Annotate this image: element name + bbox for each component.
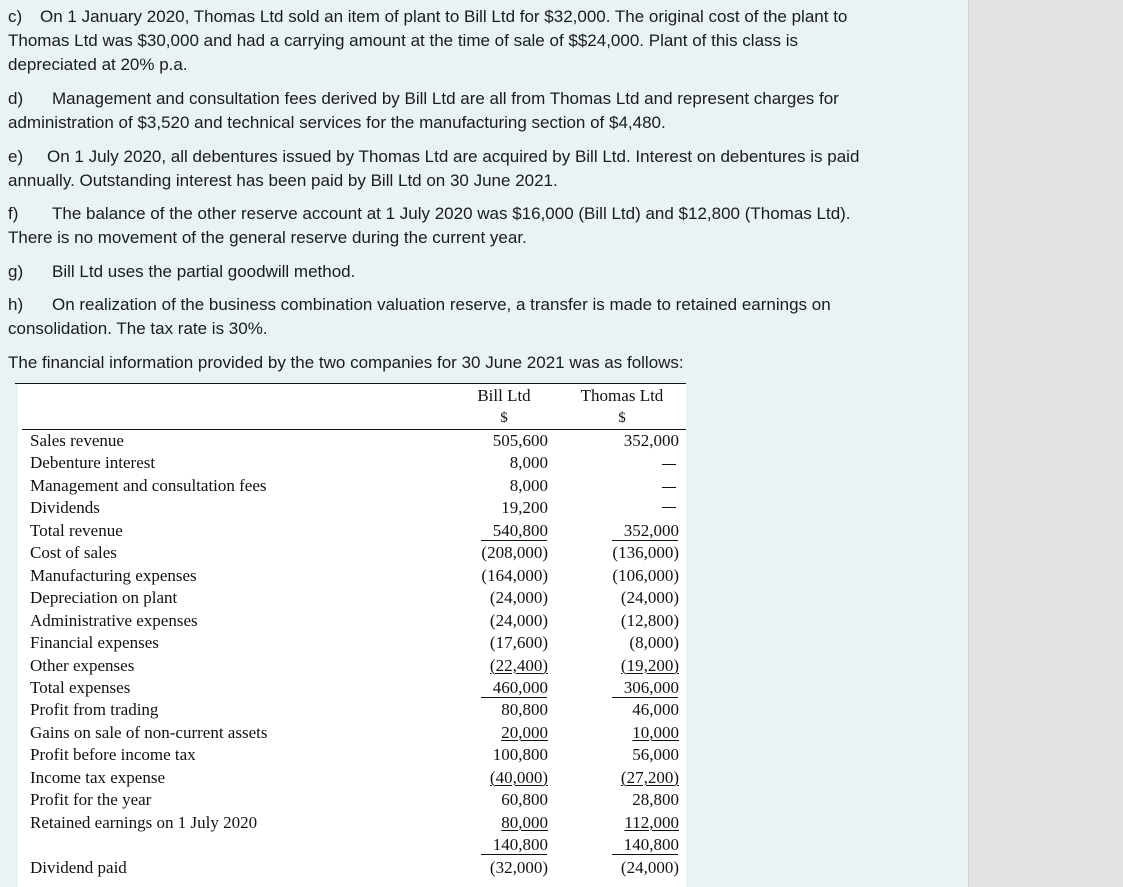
cell-thomas: (106,000) xyxy=(612,565,679,585)
row-label: Profit for the year xyxy=(30,790,152,810)
cell-thomas: 140,800 xyxy=(623,835,679,855)
cell-thomas: 10,000 xyxy=(632,722,679,742)
cell-thomas: 112,000 xyxy=(624,812,679,832)
total-rule xyxy=(612,697,678,698)
cell-bill: 100,800 xyxy=(492,745,548,765)
cell-thomas: (12,800) xyxy=(620,610,679,630)
cell-bill: 8,000 xyxy=(509,475,548,495)
cell-thomas xyxy=(660,475,678,497)
note-text: Bill Ltd uses the partial goodwill method. xyxy=(52,262,356,281)
note-label: e) xyxy=(8,147,24,166)
row-label: Dividend paid xyxy=(30,857,127,877)
row-label: Cost of sales xyxy=(30,543,117,563)
cell-bill: 80,800 xyxy=(501,700,548,720)
cell-thomas: 352,000 xyxy=(623,431,679,450)
cell-bill: 60,800 xyxy=(501,790,548,810)
row-label: Profit from trading xyxy=(30,700,159,720)
cell-bill: 19,200 xyxy=(501,498,548,518)
cell-bill: (208,000) xyxy=(481,543,548,563)
cell-bill: 460,000 xyxy=(492,677,548,697)
cell-thomas: 306,000 xyxy=(623,677,679,697)
cell-bill: (22,400) xyxy=(489,655,548,675)
note-e-line2: annually. Outstanding interest has been paid by Bill Ltd on 30 June 2021. xyxy=(8,171,558,190)
cell-thomas: (24,000) xyxy=(620,588,679,608)
cell-bill: (24,000) xyxy=(489,588,548,608)
table-intro: The financial information provided by the two companies for 30 June 2021 was as follows: xyxy=(8,353,684,372)
note-h xyxy=(8,293,958,317)
cell-thomas: (136,000) xyxy=(612,543,679,563)
cell-bill: 8,000 xyxy=(509,453,548,473)
note-f xyxy=(8,202,958,226)
cell-thomas: (19,200) xyxy=(620,655,679,675)
total-rule xyxy=(481,697,547,698)
note-text: On 1 January 2020, Thomas Ltd sold an item of plant to Bill Ltd for $32,000. The original cost of the plant to xyxy=(40,7,848,26)
cell-bill: 140,800 xyxy=(492,835,548,855)
col-header-thomas: Thomas Ltd xyxy=(580,386,664,405)
cell-thomas: 46,000 xyxy=(632,700,679,720)
note-text: On realization of the business combination valuation reserve, a transfer is made to retained earnings on xyxy=(52,295,831,314)
cell-bill: 20,000 xyxy=(501,722,548,742)
cell-bill: 540,800 xyxy=(492,520,548,540)
cell-thomas: 28,800 xyxy=(632,790,679,810)
row-label: Manufacturing expenses xyxy=(30,565,197,585)
total-rule xyxy=(481,854,547,855)
total-rule xyxy=(612,854,678,855)
row-label: Other expenses xyxy=(30,655,135,675)
cell-thomas xyxy=(660,497,678,519)
note-g xyxy=(8,260,958,284)
note-d-line2: administration of $3,520 and technical services for the manufacturing section of $4,480. xyxy=(8,113,666,132)
note-c-line3: depreciated at 20% p.a. xyxy=(8,55,188,74)
cell-thomas: (27,200) xyxy=(620,767,679,787)
cell-bill: (17,600) xyxy=(489,633,548,653)
cell-thomas xyxy=(660,452,678,474)
row-label: Depreciation on plant xyxy=(30,588,178,608)
note-text: Management and consultation fees derived by Bill Ltd are all from Thomas Ltd and represent charges for xyxy=(52,89,839,108)
row-label: Sales revenue xyxy=(30,431,124,450)
note-label: c) xyxy=(8,7,23,26)
col-currency-bill: $ xyxy=(500,410,508,426)
col-currency-thomas: $ xyxy=(618,410,626,426)
note-label: f) xyxy=(8,204,19,223)
row-label: Profit before income tax xyxy=(30,745,196,765)
note-h-line2: consolidation. The tax rate is 30%. xyxy=(8,319,268,338)
row-label: Total revenue xyxy=(30,520,123,540)
row-label: Gains on sale of non-current assets xyxy=(30,722,268,742)
row-label: Dividends xyxy=(30,498,100,518)
row-label: Retained earnings on 1 July 2020 xyxy=(30,812,258,832)
cell-bill: (32,000) xyxy=(489,857,548,877)
cell-thomas: (24,000) xyxy=(620,857,679,877)
note-label: g) xyxy=(8,262,24,281)
note-label: h) xyxy=(8,295,24,314)
cell-thomas: (8,000) xyxy=(629,633,679,653)
note-f-line2: There is no movement of the general reserve during the current year. xyxy=(8,228,527,247)
note-e xyxy=(8,145,958,169)
note-c xyxy=(8,5,958,29)
note-d xyxy=(8,87,958,111)
note-label: d) xyxy=(8,89,24,108)
row-label: Financial expenses xyxy=(30,633,159,653)
row-label: Debenture interest xyxy=(30,453,156,473)
note-text: On 1 July 2020, all debentures issued by Thomas Ltd are acquired by Bill Ltd. Interest on debentures is paid xyxy=(47,147,860,166)
financial-table xyxy=(18,383,686,887)
cell-bill: (164,000) xyxy=(481,565,548,585)
note-text: The balance of the other reserve account at 1 July 2020 was $16,000 (Bill Ltd) and $12,800 (Thomas Ltd). xyxy=(52,204,851,223)
cell-bill: (40,000) xyxy=(489,767,548,787)
row-label: Management and consultation fees xyxy=(30,475,267,495)
cell-bill: 80,000 xyxy=(501,812,548,832)
cell-thomas: 56,000 xyxy=(632,745,679,765)
row-label: Total expenses xyxy=(30,677,131,697)
col-header-bill: Bill Ltd xyxy=(477,386,531,405)
cell-thomas: 352,000 xyxy=(623,520,679,540)
cell-bill: 505,600 xyxy=(492,431,548,450)
row-label: Administrative expenses xyxy=(30,610,198,630)
total-rule xyxy=(612,540,678,541)
cell-bill: (24,000) xyxy=(489,610,548,630)
row-label: Income tax expense xyxy=(30,767,165,787)
note-c-line2: Thomas Ltd was $30,000 and had a carrying amount at the time of sale of $$24,000. Plant of this class is xyxy=(8,31,799,50)
total-rule xyxy=(481,540,547,541)
table-top-rule xyxy=(15,383,686,384)
